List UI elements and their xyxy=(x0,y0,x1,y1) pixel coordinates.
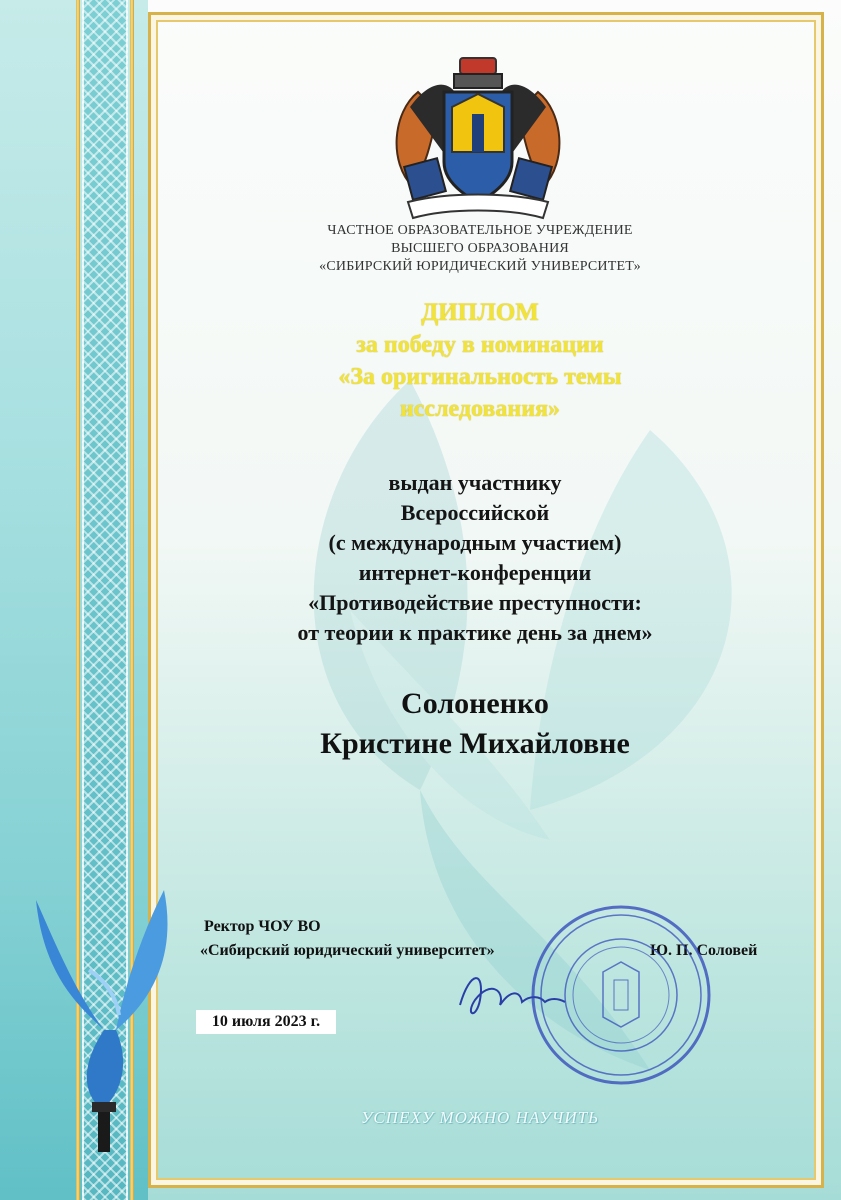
signatory-organization: «Сибирский юридический университет» xyxy=(200,942,495,959)
issued-line-6: от теории к практике день за днем» xyxy=(297,620,653,645)
issue-date: 10 июля 2023 г. xyxy=(196,1010,336,1034)
signatory-name: Ю. П. Соловей xyxy=(650,942,758,959)
institution-line-1: ЧАСТНОЕ ОБРАЗОВАТЕЛЬНОЕ УЧРЕЖДЕНИЕ xyxy=(327,223,633,238)
award-line-3: исследования» xyxy=(399,396,561,422)
torch-bird-icon xyxy=(24,880,194,1160)
motto: УСПЕХУ МОЖНО НАУЧИТЬ xyxy=(360,1108,600,1127)
issued-line-3: (с международным участием) xyxy=(328,530,622,555)
round-seal-stamp-icon xyxy=(528,902,714,1088)
issued-line-5: «Противодействие преступности: xyxy=(308,590,642,615)
recipient-name xyxy=(200,684,750,764)
award-line-1: за победу в номинации xyxy=(356,332,604,358)
issued-text xyxy=(200,468,750,648)
institution-line-3: «СИБИРСКИЙ ЮРИДИЧЕСКИЙ УНИВЕРСИТЕТ» xyxy=(319,259,641,274)
issued-line-4: интернет-конференции xyxy=(358,560,592,585)
recipient-surname: Солоненко xyxy=(401,687,549,720)
diploma-title: ДИПЛОМ xyxy=(421,299,539,326)
signatory-position: Ректор ЧОУ ВО xyxy=(204,918,321,935)
recipient-given-name: Кристине Михайловне xyxy=(320,727,630,760)
institution-name xyxy=(260,222,700,276)
issued-line-2: Всероссийской xyxy=(400,500,550,525)
university-emblem-icon xyxy=(388,52,568,224)
award-block xyxy=(200,297,760,425)
issued-line-1: выдан участнику xyxy=(388,470,562,495)
institution-line-2: ВЫСШЕГО ОБРАЗОВАНИЯ xyxy=(391,241,569,256)
award-line-2: «За оригинальность темы xyxy=(338,364,622,390)
